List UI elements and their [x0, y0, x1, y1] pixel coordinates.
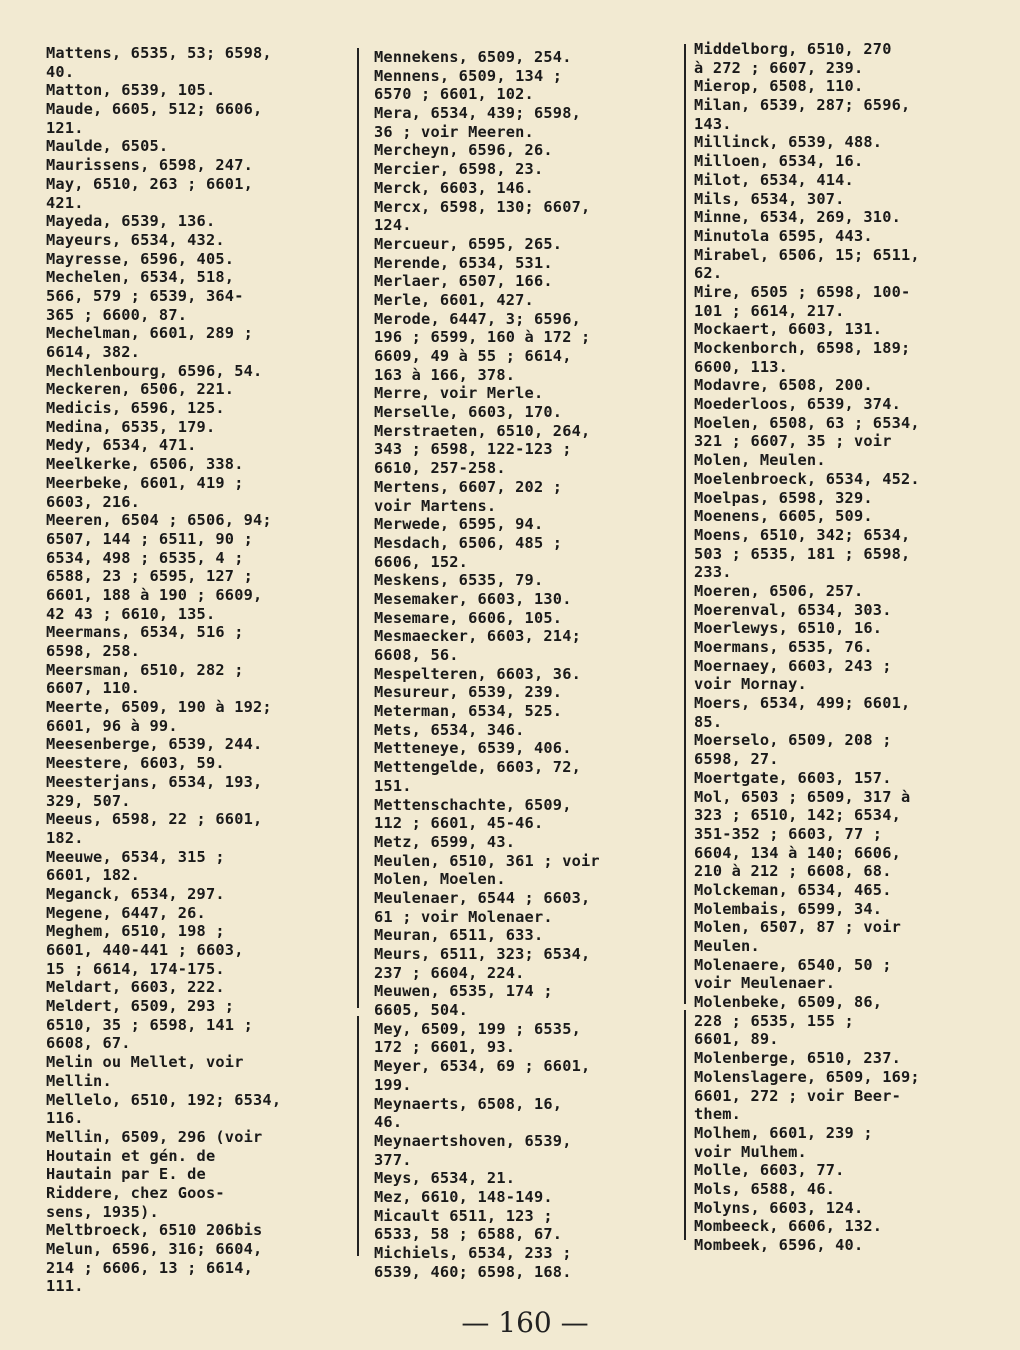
index-line: Minne, 6534, 269, 310.	[694, 208, 902, 227]
index-line: 6534, 498 ; 6535, 4 ;	[46, 548, 244, 567]
page-number: — 160 —	[461, 1306, 589, 1339]
column-divider-2-lower	[684, 1010, 686, 1240]
index-line: Meesterjans, 6534, 193,	[46, 772, 263, 791]
index-line: Merle, 6601, 427.	[374, 290, 534, 309]
index-line: Mol, 6503 ; 6509, 317 à	[694, 787, 911, 806]
index-line: Meestere, 6603, 59.	[46, 754, 225, 773]
index-line: Moelen, 6508, 63 ; 6534,	[694, 413, 920, 432]
index-line: Moertgate, 6603, 157.	[694, 768, 892, 787]
index-line: Milot, 6534, 414.	[694, 170, 854, 189]
index-line: voir Mornay.	[694, 675, 807, 694]
index-line: Mirabel, 6506, 15; 6511,	[694, 245, 920, 264]
column-divider-2	[684, 44, 686, 1004]
index-line: Mennens, 6509, 134 ;	[374, 66, 563, 85]
index-line: Megene, 6447, 26.	[46, 903, 206, 922]
index-line: Moeren, 6506, 257.	[694, 581, 864, 600]
index-line: Merwede, 6595, 94.	[374, 515, 544, 534]
index-line: 6533, 58 ; 6588, 67.	[374, 1225, 563, 1244]
index-line: 6598, 258.	[46, 642, 141, 660]
index-line: Mettenschachte, 6509,	[374, 795, 572, 814]
index-line: 85.	[694, 712, 723, 731]
index-line: Molen, Moelen.	[374, 870, 506, 889]
index-line: 210 à 212 ; 6608, 68.	[694, 862, 892, 881]
index-line: Mercx, 6598, 130; 6607,	[374, 197, 591, 216]
index-line: Merselle, 6603, 170.	[374, 403, 563, 422]
index-line: 42 43 ; 6610, 135.	[46, 604, 216, 623]
index-line: 6601, 96 à 99.	[46, 716, 178, 735]
index-line: Molenaere, 6540, 50 ;	[694, 955, 892, 974]
index-line: Metz, 6599, 43.	[374, 832, 516, 851]
index-line: Merende, 6534, 531.	[374, 253, 553, 272]
index-line: Molenslagere, 6509, 169;	[694, 1067, 920, 1086]
index-line: 329, 507.	[46, 791, 131, 810]
index-line: them.	[694, 1105, 742, 1124]
index-line: 6606, 152.	[374, 552, 469, 571]
index-line: 121.	[46, 118, 84, 137]
index-line: Medicis, 6596, 125.	[46, 399, 225, 418]
index-line: voir Meulenaer.	[694, 974, 836, 993]
index-line: 101 ; 6614, 217.	[694, 301, 845, 320]
index-line: Moens, 6510, 342; 6534,	[694, 525, 911, 544]
index-line: Moernaey, 6603, 243 ;	[694, 656, 892, 675]
index-line: Meermans, 6534, 516 ;	[46, 623, 244, 642]
index-line: sens, 1935).	[46, 1202, 159, 1221]
index-line: Medy, 6534, 471.	[46, 436, 197, 455]
index-column-2	[374, 48, 674, 1281]
index-line: Mechlenbourg, 6596, 54.	[46, 361, 263, 380]
index-line: Molhem, 6601, 239 ;	[694, 1123, 873, 1142]
index-line: Meterman, 6534, 525.	[374, 702, 563, 721]
index-line: Merstraeten, 6510, 264,	[374, 421, 591, 440]
index-line: Meckeren, 6506, 221.	[46, 380, 235, 399]
index-line: Merre, voir Merle.	[374, 384, 544, 403]
index-line: 36 ; voir Meeren.	[374, 122, 534, 141]
index-line: 421.	[46, 193, 84, 212]
index-line: Mercier, 6598, 23.	[374, 160, 544, 179]
index-line: Meyer, 6534, 69 ; 6601,	[374, 1057, 591, 1076]
index-line: 377.	[374, 1150, 412, 1169]
index-line: 6570 ; 6601, 102.	[374, 85, 534, 104]
index-line: 566, 579 ; 6539, 364-	[46, 286, 244, 305]
index-line: Meurs, 6511, 323; 6534,	[374, 945, 591, 963]
index-line: Micault 6511, 123 ;	[374, 1206, 553, 1225]
index-line: Meeren, 6504 ; 6506, 94;	[46, 511, 272, 530]
index-line: Riddere, chez Goos-	[46, 1183, 225, 1202]
index-line: Mayeurs, 6534, 432.	[46, 230, 225, 249]
index-line: Mercueur, 6595, 265.	[374, 234, 563, 253]
index-line: 112 ; 6601, 45-46.	[374, 814, 544, 833]
index-line: 6598, 27.	[694, 750, 779, 769]
index-line: 503 ; 6535, 181 ; 6598,	[694, 544, 911, 563]
index-line: Hautain par E. de	[46, 1165, 206, 1184]
index-line: Maulde, 6505.	[46, 137, 169, 156]
index-line: Molenberge, 6510, 237.	[694, 1049, 902, 1068]
index-line: Meynaertshoven, 6539,	[374, 1131, 572, 1150]
index-line: Mayresse, 6596, 405.	[46, 249, 235, 268]
index-line: 6601, 188 à 190 ; 6609,	[46, 585, 263, 604]
index-line: 196 ; 6599, 160 à 172 ;	[374, 328, 591, 347]
index-line: Mire, 6505 ; 6598, 100-	[694, 282, 911, 301]
index-line: 6605, 504.	[374, 1001, 469, 1020]
index-line: 62.	[694, 264, 723, 283]
index-line: Mockaert, 6603, 131.	[694, 320, 883, 339]
index-line: Minutola 6595, 443.	[694, 226, 873, 245]
index-line: Modavre, 6508, 200.	[694, 376, 873, 395]
index-line: 6610, 257-258.	[374, 459, 506, 478]
index-line: Meersman, 6510, 282 ;	[46, 660, 244, 679]
index-line: Maurissens, 6598, 247.	[46, 156, 254, 175]
index-line: Meeuwe, 6534, 315 ;	[46, 847, 225, 866]
index-line: 116.	[46, 1109, 84, 1128]
index-line: 163 à 166, 378.	[374, 365, 516, 384]
index-line: Mellin.	[46, 1071, 112, 1090]
index-line: Mockenborch, 6598, 189;	[694, 339, 911, 357]
index-line: 233.	[694, 563, 732, 582]
index-line: Mombeeck, 6606, 132.	[694, 1217, 883, 1236]
index-line: Merode, 6447, 3; 6596,	[374, 309, 582, 328]
index-line: 61 ; voir Molenaer.	[374, 907, 553, 926]
index-line: Meghem, 6510, 198 ;	[46, 922, 225, 941]
index-line: Meesenberge, 6539, 244.	[46, 735, 263, 754]
index-column-3	[694, 40, 994, 1255]
index-line: Mechelman, 6601, 289 ;	[46, 324, 254, 343]
index-column-1	[46, 44, 344, 1296]
index-line: 6603, 216.	[46, 492, 141, 511]
index-line: 6609, 49 à 55 ; 6614,	[374, 347, 572, 365]
index-line: Mez, 6610, 148-149.	[374, 1187, 553, 1206]
index-line: Molenbeke, 6509, 86,	[694, 993, 883, 1012]
index-line: Molembais, 6599, 34.	[694, 899, 883, 918]
column-divider-1	[357, 48, 359, 1008]
index-line: Mesemare, 6606, 105.	[374, 608, 563, 627]
index-line: Mercheyn, 6596, 26.	[374, 141, 553, 160]
index-line: Mettengelde, 6603, 72,	[374, 758, 582, 777]
index-line: 46.	[374, 1113, 403, 1132]
index-line: Meuwen, 6535, 174 ;	[374, 982, 553, 1001]
index-line: Medina, 6535, 179.	[46, 417, 216, 436]
index-line: Moederloos, 6539, 374.	[694, 395, 902, 414]
index-line: Meldart, 6603, 222.	[46, 978, 225, 997]
index-line: 6539, 460; 6598, 168.	[374, 1262, 572, 1281]
index-line: Houtain et gén. de	[46, 1146, 216, 1165]
index-line: Mattens, 6535, 53; 6598,	[46, 44, 272, 62]
index-line: Mechelen, 6534, 518,	[46, 268, 235, 287]
index-line: 6614, 382.	[46, 343, 141, 361]
index-line: Meltbroeck, 6510 206bis	[46, 1221, 263, 1240]
index-line: Meerte, 6509, 190 à 192;	[46, 698, 272, 717]
index-line: 6604, 134 à 140; 6606,	[694, 843, 902, 862]
index-line: Mombeek, 6596, 40.	[694, 1236, 864, 1254]
index-line: Matton, 6539, 105.	[46, 81, 216, 100]
index-line: 6510, 35 ; 6598, 141 ;	[46, 1015, 254, 1034]
index-line: 6601, 440-441 ; 6603,	[46, 941, 244, 959]
index-line: 111.	[46, 1277, 84, 1296]
index-line: voir Mulhem.	[694, 1142, 807, 1161]
index-line: voir Martens.	[374, 496, 497, 515]
index-line: Meulenaer, 6544 ; 6603,	[374, 888, 591, 907]
index-line: Meulen.	[694, 937, 760, 955]
index-line: Meynaerts, 6508, 16,	[374, 1094, 563, 1113]
index-line: Mesdach, 6506, 485 ;	[374, 533, 563, 552]
index-line: Mellelo, 6510, 192; 6534,	[46, 1090, 282, 1109]
index-line: Moers, 6534, 499; 6601,	[694, 694, 911, 713]
index-line: Michiels, 6534, 233 ;	[374, 1244, 572, 1262]
index-line: Mets, 6534, 346.	[374, 720, 525, 739]
index-line: Milloen, 6534, 16.	[694, 152, 864, 171]
index-line: 323 ; 6510, 142; 6534,	[694, 806, 902, 825]
index-line: Moerlewys, 6510, 16.	[694, 619, 883, 638]
index-line: 6601, 182.	[46, 866, 141, 885]
index-line: Mey, 6509, 199 ; 6535,	[374, 1019, 582, 1038]
index-line: Moerenval, 6534, 303.	[694, 600, 892, 619]
index-line: Mera, 6534, 439; 6598,	[374, 104, 582, 123]
index-line: 214 ; 6606, 13 ; 6614,	[46, 1258, 254, 1277]
index-line: Molyns, 6603, 124.	[694, 1198, 864, 1217]
index-line: 15 ; 6614, 174-175.	[46, 959, 225, 978]
index-line: 6588, 23 ; 6595, 127 ;	[46, 567, 254, 586]
index-line: 6507, 144 ; 6511, 90 ;	[46, 529, 254, 548]
index-line: Mellin, 6509, 296 (voir	[46, 1127, 263, 1146]
index-line: Moerselo, 6509, 208 ;	[694, 731, 892, 750]
index-line: 351-352 ; 6603, 77 ;	[694, 824, 883, 843]
index-line: 6608, 67.	[46, 1034, 131, 1053]
index-line: 40.	[46, 62, 75, 81]
index-line: 6600, 113.	[694, 357, 789, 376]
index-line: Moermans, 6535, 76.	[694, 638, 873, 656]
index-line: 6601, 272 ; voir Beer-	[694, 1086, 902, 1105]
index-line: 6601, 89.	[694, 1030, 779, 1049]
index-line: Melun, 6596, 316; 6604,	[46, 1240, 263, 1258]
index-line: 6608, 56.	[374, 646, 459, 664]
index-line: Moenens, 6605, 509.	[694, 507, 873, 526]
index-line: Meelkerke, 6506, 338.	[46, 455, 244, 474]
index-line: Melin ou Mellet, voir	[46, 1053, 244, 1072]
index-line: May, 6510, 263 ; 6601,	[46, 174, 254, 193]
index-line: Middelborg, 6510, 270	[694, 40, 892, 58]
index-line: 6607, 110.	[46, 679, 141, 698]
index-line: 199.	[374, 1075, 412, 1094]
index-line: 143.	[694, 114, 732, 133]
index-line: Moelpas, 6598, 329.	[694, 488, 873, 507]
index-line: 151.	[374, 776, 412, 795]
index-line: 343 ; 6598, 122-123 ;	[374, 440, 572, 459]
index-line: Molen, Meulen.	[694, 451, 826, 470]
index-line: Mertens, 6607, 202 ;	[374, 477, 563, 496]
index-line: 228 ; 6535, 155 ;	[694, 1011, 854, 1030]
index-line: Meskens, 6535, 79.	[374, 571, 544, 590]
index-line: à 272 ; 6607, 239.	[694, 58, 864, 77]
index-line: Meganck, 6534, 297.	[46, 884, 225, 903]
column-divider-1-lower	[357, 1016, 359, 1256]
index-line: 237 ; 6604, 224.	[374, 963, 525, 982]
index-line: Mennekens, 6509, 254.	[374, 48, 572, 66]
index-line: 321 ; 6607, 35 ; voir	[694, 432, 892, 451]
index-line: Molen, 6507, 87 ; voir	[694, 918, 902, 937]
index-line: Molckeman, 6534, 465.	[694, 880, 892, 899]
index-line: Millinck, 6539, 488.	[694, 133, 883, 152]
index-line: Meldert, 6509, 293 ;	[46, 997, 235, 1016]
index-line: 172 ; 6601, 93.	[374, 1038, 516, 1057]
index-line: Merlaer, 6507, 166.	[374, 272, 553, 291]
index-line: Meerbeke, 6601, 419 ;	[46, 473, 244, 492]
index-line: Merck, 6603, 146.	[374, 178, 534, 197]
index-line: Mesureur, 6539, 239.	[374, 683, 563, 702]
index-line: Milan, 6539, 287; 6596,	[694, 96, 911, 115]
index-line: 365 ; 6600, 87.	[46, 305, 188, 324]
index-line: Metteneye, 6539, 406.	[374, 739, 572, 758]
index-line: Mespelteren, 6603, 36.	[374, 664, 582, 683]
index-line: 182.	[46, 828, 84, 847]
index-line: 124.	[374, 216, 412, 235]
index-line: Mesemaker, 6603, 130.	[374, 589, 572, 608]
index-line: Maude, 6605, 512; 6606,	[46, 100, 263, 119]
index-line: Mols, 6588, 46.	[694, 1179, 836, 1198]
index-line: Meulen, 6510, 361 ; voir	[374, 851, 600, 870]
index-line: Mierop, 6508, 110.	[694, 77, 864, 96]
index-line: Molle, 6603, 77.	[694, 1161, 845, 1180]
index-line: Meys, 6534, 21.	[374, 1169, 516, 1188]
index-line: Mils, 6534, 307.	[694, 189, 845, 208]
index-line: Meeus, 6598, 22 ; 6601,	[46, 810, 263, 829]
index-line: Meuran, 6511, 633.	[374, 926, 544, 945]
index-line: Mayeda, 6539, 136.	[46, 212, 216, 231]
index-line: Mesmaecker, 6603, 214;	[374, 627, 582, 646]
index-line: Moelenbroeck, 6534, 452.	[694, 469, 920, 488]
